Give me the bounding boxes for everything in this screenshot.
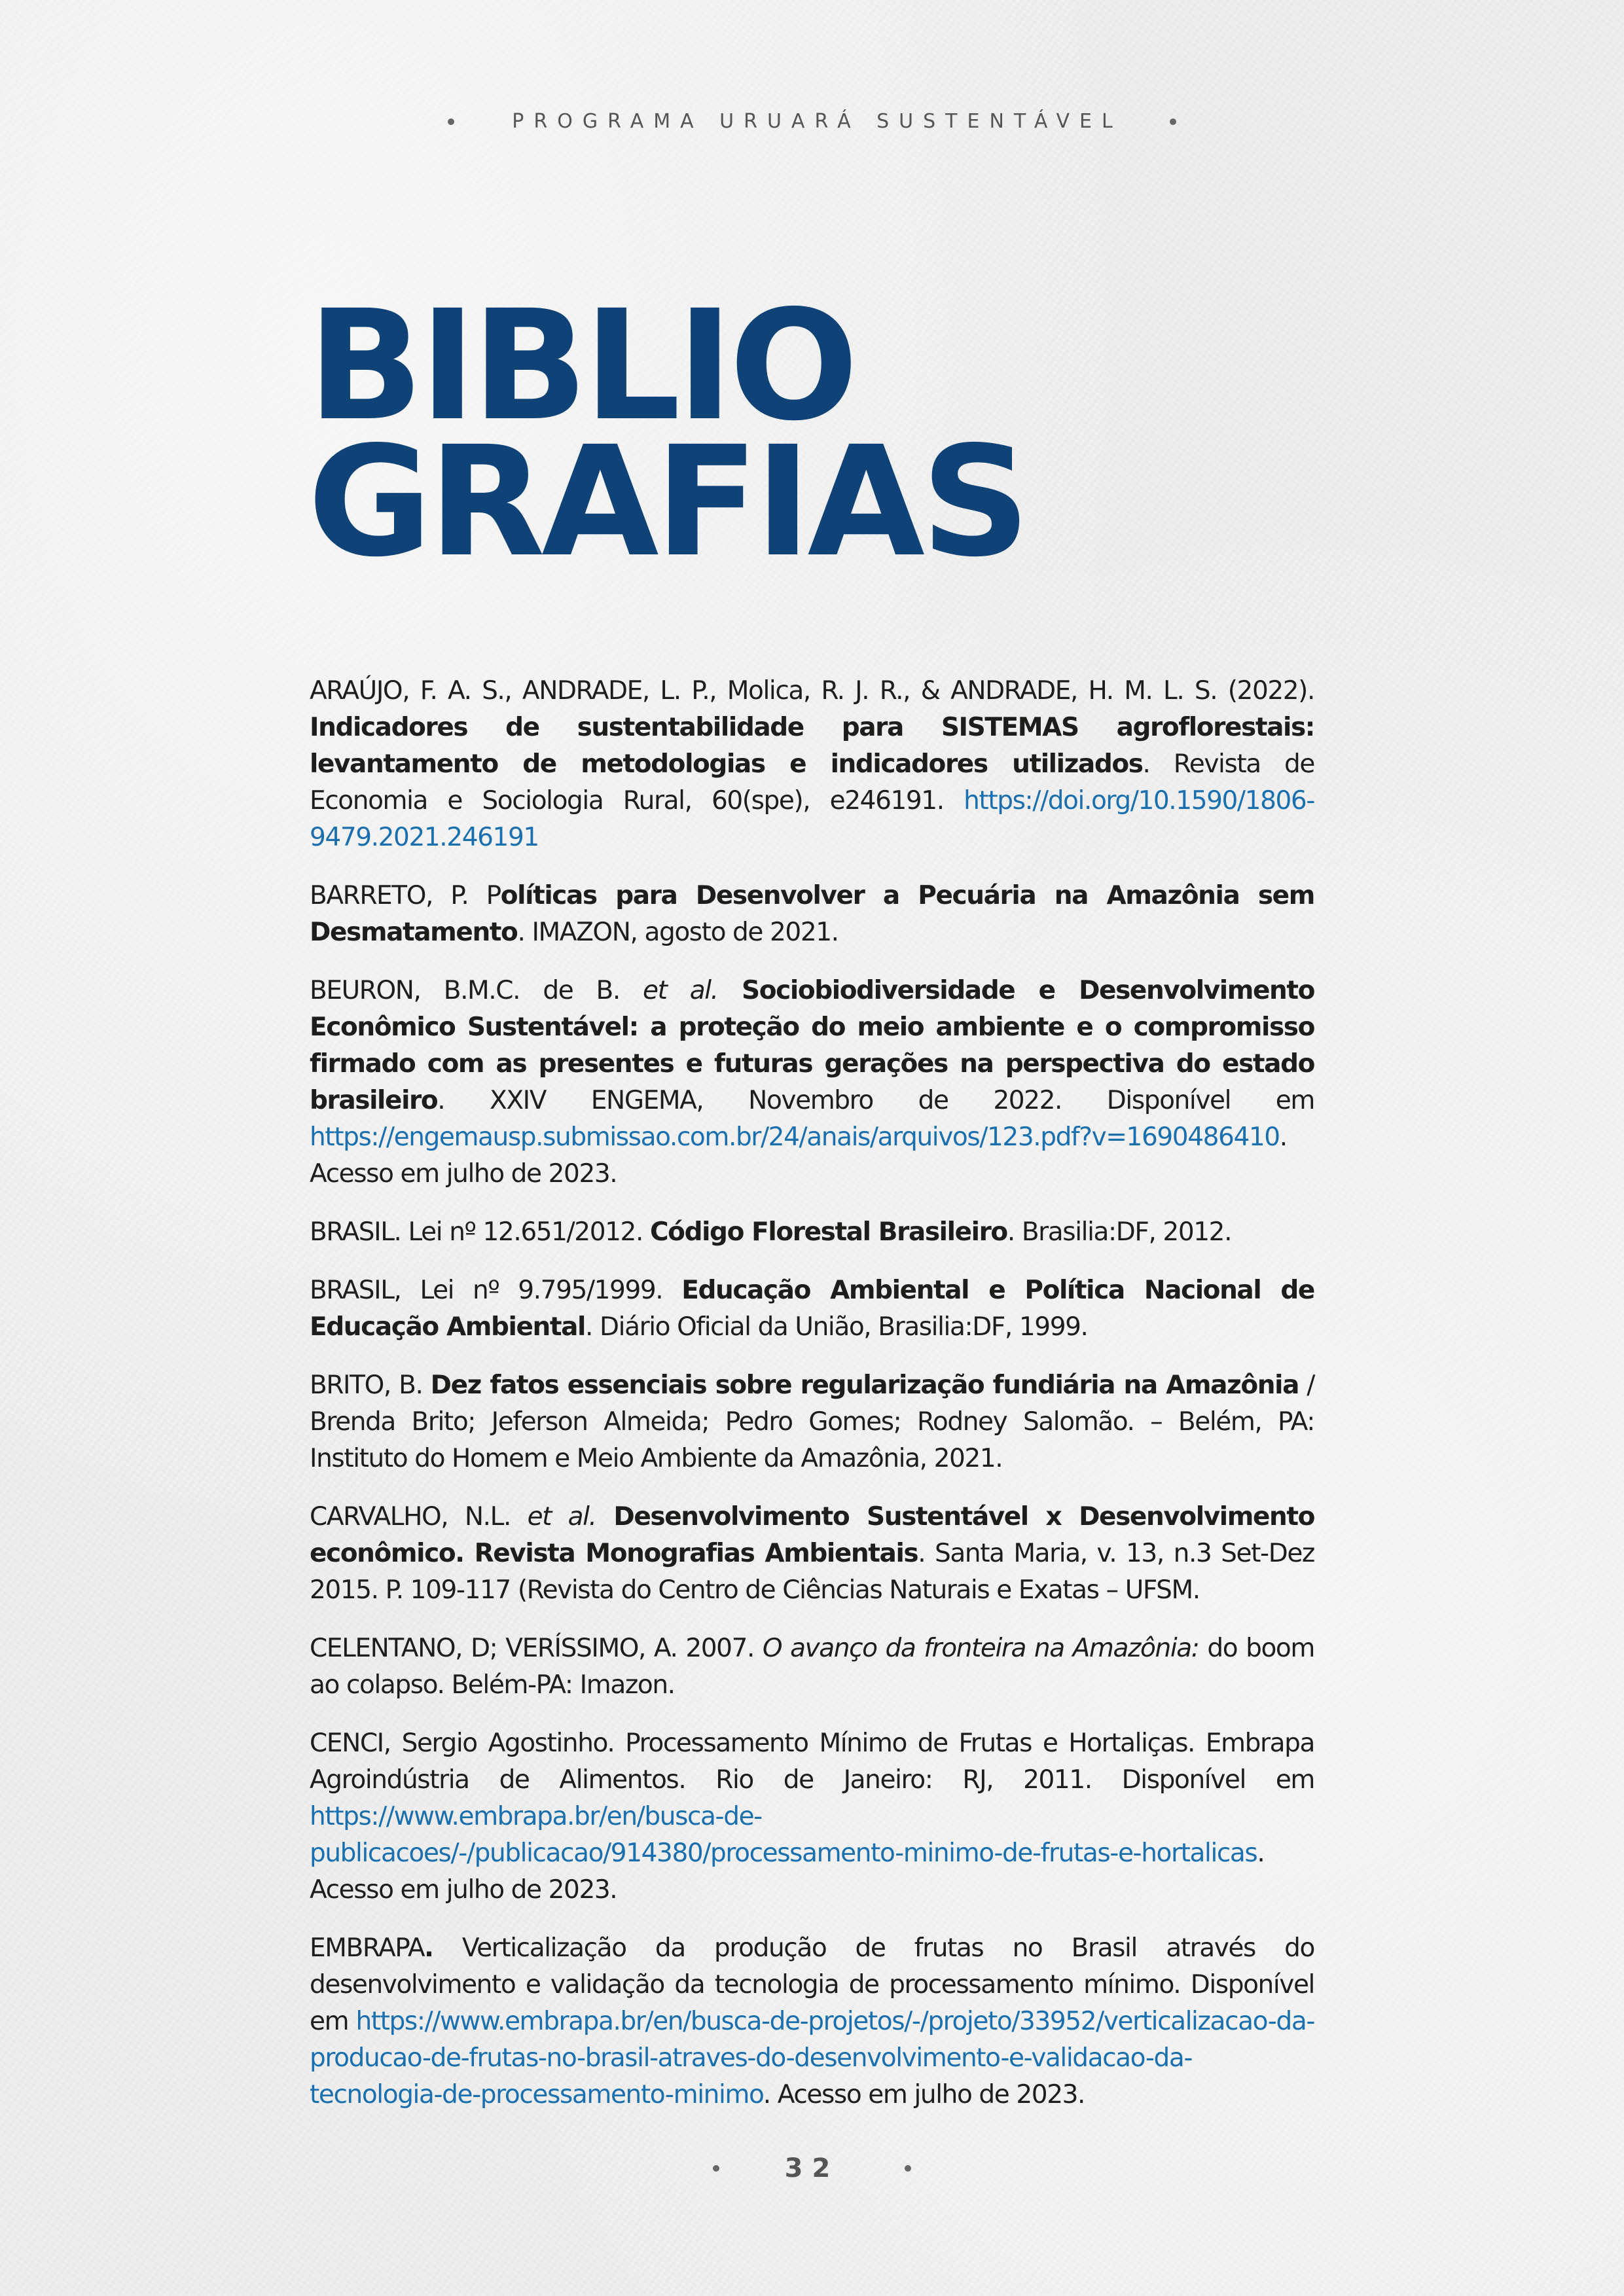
reference-text: . Acesso em julho de 2023. xyxy=(310,1839,1265,1905)
reference-text: BEURON, B.M.C. de B. xyxy=(310,976,643,1005)
reference-link[interactable]: https://doi.org/10.1590/1806-9479.2021.246191 xyxy=(310,786,1314,852)
reference-title: Sociobiodiversidade e Desenvolvimento Econômico Sustentável: a proteção do meio ambiente e o compromisso firmado com as presentes e futuras gerações na perspectiva do estado brasileiro xyxy=(310,976,1314,1115)
page-title-line-2: GRAFIAS xyxy=(308,414,1027,590)
reference-title: olíticas para Desenvolver a Pecuária na Amazônia sem Desmatamento xyxy=(310,881,1314,947)
reference-text: BRASIL, Lei nº 9.795/1999. xyxy=(310,1276,682,1305)
reference-entry xyxy=(310,1214,1314,1251)
footer-bullet-right xyxy=(905,2165,911,2172)
reference-text: . XXIV ENGEMA, Novembro de 2022. Disponível em xyxy=(437,1086,1314,1115)
reference-text: ARAÚJO, F. A. S., ANDRADE, L. P., Molica, R. J. R., & ANDRADE, H. M. L. S. (2022). xyxy=(310,676,1314,706)
reference-text: BARRETO, P. P xyxy=(310,881,501,910)
reference-text: / Brenda Brito; Jeferson Almeida; Pedro Gomes; Rodney Salomão. – Belém, PA: Instituto do Homem e Meio Ambiente da Amazônia, 2021. xyxy=(310,1371,1314,1473)
reference-entry xyxy=(310,1630,1314,1704)
reference-text: CARVALHO, N.L. xyxy=(310,1502,528,1532)
reference-link[interactable]: https://www.embrapa.br/en/busca-de-projetos/-/projeto/33952/verticalizacao-da-producao-de-frutas-no-brasil-atraves-do-desenvolvimento-e-validacao-da-tecnologia-de-processamento-minimo xyxy=(310,2007,1314,2109)
reference-title: Indicadores de sustentabilidade para SISTEMAS agroflorestais: levantamento de metodologias e indicadores utilizados xyxy=(310,713,1314,779)
reference-text: BRITO, B. xyxy=(310,1371,431,1400)
reference-italic: et al. xyxy=(527,1502,596,1532)
reference-entry xyxy=(310,1725,1314,1909)
reference-title: . xyxy=(424,1933,433,1963)
reference-entry xyxy=(310,673,1314,856)
header-bullet-right xyxy=(1170,118,1176,125)
reference-text: . Revista de Economia e Sociologia Rural, 60(spe), e246191. xyxy=(310,749,1314,816)
reference-text: CENCI, Sergio Agostinho. Processamento Mínimo de Frutas e Hortaliças. Embrapa Agroindústria de Alimentos. Rio de Janeiro: RJ, 2011. Disponível em xyxy=(310,1729,1314,1795)
reference-text: . Acesso em julho de 2023. xyxy=(763,2080,1085,2109)
reference-entry xyxy=(310,1272,1314,1346)
reference-text: . Brasilia:DF, 2012. xyxy=(1007,1217,1232,1247)
page-footer xyxy=(0,2153,1624,2183)
header-title: PROGRAMA URUARÁ SUSTENTÁVEL xyxy=(512,110,1123,133)
reference-entry xyxy=(310,878,1314,951)
reference-entry xyxy=(310,1930,1314,2113)
reference-title: Dez fatos essenciais sobre regularização fundiária na Amazônia xyxy=(430,1371,1299,1400)
reference-title: Educação Ambiental e Política Nacional de Educação Ambiental xyxy=(310,1276,1314,1342)
reference-italic: et al. xyxy=(643,976,718,1005)
reference-title: Código Florestal Brasileiro xyxy=(649,1217,1007,1247)
bibliography-list xyxy=(310,673,1314,2135)
reference-link[interactable]: https://www.embrapa.br/en/busca-de-publicacoes/-/publicacao/914380/processamento-minimo-de-frutas-e-hortalicas xyxy=(310,1802,1257,1868)
reference-text: BRASIL. Lei nº 12.651/2012. xyxy=(310,1217,650,1247)
header-bullet-left xyxy=(448,118,454,125)
reference-text: . Diário Oficial da União, Brasilia:DF, 1999. xyxy=(585,1312,1088,1342)
reference-italic: O avanço da fronteira na Amazônia: xyxy=(762,1634,1199,1663)
reference-link[interactable]: https://engemausp.submissao.com.br/24/anais/arquivos/123.pdf?v=1690486410 xyxy=(310,1122,1280,1152)
reference-text: . IMAZON, agosto de 2021. xyxy=(517,918,839,947)
reference-entry xyxy=(310,973,1314,1193)
reference-text: Verticalização da produção de frutas no Brasil através do desenvolvimento e validação da tecnologia de processamento mínimo. Disponível em xyxy=(310,1933,1314,2036)
reference-entry xyxy=(310,1367,1314,1477)
page-title-line-1: BIBLIO xyxy=(308,278,855,454)
reference-entry xyxy=(310,1499,1314,1609)
running-header xyxy=(0,110,1624,133)
reference-text: . Santa Maria, v. 13, n.3 Set-Dez 2015. P. 109-117 (Revista do Centro de Ciências Naturais e Exatas – UFSM. xyxy=(310,1539,1314,1605)
reference-text: do boom ao colapso. Belém-PA: Imazon. xyxy=(310,1634,1314,1700)
reference-text: EMBRAPA xyxy=(310,1933,425,1963)
page-title xyxy=(308,278,1027,590)
reference-title: Desenvolvimento Sustentável x Desenvolvimento econômico. Revista Monografias Ambientais xyxy=(310,1502,1314,1568)
reference-text: CELENTANO, D; VERÍSSIMO, A. 2007. xyxy=(310,1634,763,1663)
footer-bullet-left xyxy=(713,2165,719,2172)
page-number: 32 xyxy=(784,2153,840,2183)
reference-text: . Acesso em julho de 2023. xyxy=(310,1122,1287,1189)
